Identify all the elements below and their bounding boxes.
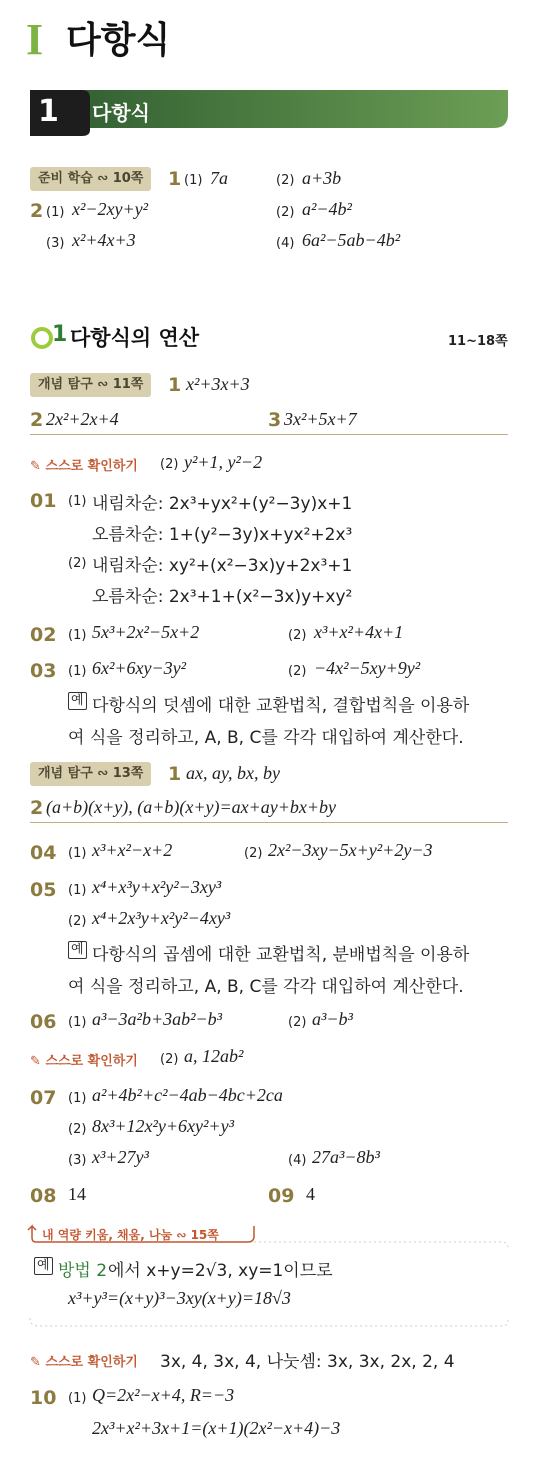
problem-10-1-label: (1) — [68, 1391, 87, 1406]
prep-q2-3: x²+4x+3 — [72, 230, 136, 250]
problem-01-line3: 내림차순: xy²+(x²−3x)y+2x³+1 — [92, 556, 353, 576]
problem-07-1-label: (1) — [68, 1091, 87, 1106]
problem-03-1: 6x²+6xy−3y² — [92, 658, 187, 678]
explore1-a1-number: 1 — [168, 374, 182, 396]
problem-07-2: 8x³+12x²y+6xy²+y³ — [92, 1116, 234, 1136]
prep-q1-2-label: (2) — [276, 173, 295, 188]
example-mark: 예 — [68, 941, 87, 959]
self-check-1 — [30, 455, 138, 474]
problem-05-number: 05 — [30, 879, 57, 901]
explore1-a2-number: 2 — [30, 409, 44, 431]
problem-01-line4: 오름차순: 2x³+1+(x²−3x)y+xy² — [92, 587, 353, 607]
self-check-1-answer: y²+1, y²−2 — [184, 452, 263, 472]
problem-10-1: Q=2x²−x+4, R=−3 — [92, 1385, 235, 1405]
problem-02-2: x³+x²+4x+1 — [314, 622, 404, 642]
problem-07-1: a²+4b²+c²−4ab−4bc+2ca — [92, 1085, 283, 1105]
problem-07-3-label: (3) — [68, 1153, 87, 1168]
problem-07-3: x³+27y³ — [92, 1147, 149, 1167]
pencil-check-icon: ✎ — [30, 1355, 41, 1370]
self-check-3-answer: 3x, 4, 3x, 4, 나눗셈: 3x, 3x, 2x, 2, 4 — [160, 1352, 455, 1372]
pencil-check-icon: ✎ — [30, 1054, 41, 1069]
self-check-label: 스스로 확인하기 — [45, 1355, 138, 1370]
explore1-a1: x²+3x+3 — [186, 374, 250, 394]
problem-03-2: −4x²−5xy+9y² — [314, 658, 421, 678]
problem-01-line1: 내림차순: 2x³+yx²+(y²−3y)x+1 — [92, 494, 353, 514]
prep-q2-2: a²−4b² — [302, 199, 352, 219]
capacity-line1: 에서 x+y=2√3, xy=1이므로 — [108, 1261, 333, 1281]
prep-q2-4: 6a²−5ab−4b² — [302, 230, 401, 250]
problem-01-number: 01 — [30, 490, 57, 512]
problem-08-number: 08 — [30, 1185, 57, 1207]
prep-q2-1-label: (1) — [46, 205, 65, 220]
subsection-title: 다항식의 연산 — [70, 326, 200, 350]
explore2-a1-number: 1 — [168, 763, 182, 785]
problem-07-2-label: (2) — [68, 1122, 87, 1137]
prep-q1-1-label: (1) — [184, 173, 203, 188]
problem-10-number: 10 — [30, 1387, 57, 1409]
problem-07-number: 07 — [30, 1087, 57, 1109]
problem-07-4: 27a³−8b³ — [312, 1147, 380, 1167]
problem-02-1: 5x³+2x²−5x+2 — [92, 622, 200, 642]
problem-06-2-label: (2) — [288, 1015, 307, 1030]
problem-05-2-label: (2) — [68, 914, 87, 929]
problem-06-number: 06 — [30, 1011, 57, 1033]
explore2-a2: (a+b)(x+y), (a+b)(x+y)=ax+ay+bx+by — [46, 797, 337, 817]
problem-03-2-label: (2) — [288, 664, 307, 679]
explore1-badge: 개념 탐구 ∾ 11쪽 — [30, 373, 151, 397]
chapter-title: 다항식 — [66, 20, 171, 61]
problem-02-number: 02 — [30, 624, 57, 646]
prep-q1-2: a+3b — [302, 168, 342, 188]
divider — [30, 434, 508, 435]
explore2-a2-number: 2 — [30, 797, 44, 819]
section-number: 1 — [38, 94, 59, 129]
prep-q1-number: 1 — [168, 168, 182, 190]
explore1-a3-number: 3 — [268, 409, 282, 431]
explore1-a3: 3x²+5x+7 — [284, 409, 357, 429]
prep-q2-4-label: (4) — [276, 236, 295, 251]
explore1-a2: 2x²+2x+4 — [46, 409, 119, 429]
problem-09-number: 09 — [268, 1185, 295, 1207]
prep-q2-3-label: (3) — [46, 236, 65, 251]
problem-04-1: x³+x²−x+2 — [92, 840, 173, 860]
problem-02-1-label: (1) — [68, 628, 87, 643]
self-check-2 — [30, 1050, 138, 1069]
problem-01-2-label: (2) — [68, 556, 87, 571]
self-check-2-label: (2) — [160, 1052, 179, 1067]
problem-03-explain-1: 다항식의 덧셈에 대한 교환법칙, 결합법칙을 이용하 — [92, 696, 470, 716]
problem-05-2: x⁴+2x³y+x²y²−4xy³ — [92, 908, 231, 928]
problem-04-2-label: (2) — [244, 846, 263, 861]
problem-05-explain-1: 다항식의 곱셈에 대한 교환법칙, 분배법칙을 이용하 — [92, 945, 470, 965]
problem-08-answer: 14 — [68, 1184, 86, 1204]
capacity-line2: x³+y³=(x+y)³−3xy(x+y)=18√3 — [68, 1288, 291, 1308]
section-title: 다항식 — [92, 101, 150, 125]
problem-01-1-label: (1) — [68, 494, 87, 509]
self-check-label: 스스로 확인하기 — [45, 459, 138, 474]
prep-badge: 준비 학습 ∾ 10쪽 — [30, 167, 151, 191]
subsection-marker: 1 — [52, 322, 68, 347]
divider — [30, 822, 508, 823]
problem-09-answer: 4 — [306, 1184, 315, 1204]
problem-04-1-label: (1) — [68, 846, 87, 861]
problem-04-number: 04 — [30, 842, 57, 864]
prep-q1-1: 7a — [210, 168, 228, 188]
self-check-1-label: (2) — [160, 457, 179, 472]
example-mark: 예 — [68, 692, 87, 710]
problem-10-2: 2x³+x²+3x+1=(x+1)(2x²−x+4)−3 — [92, 1418, 341, 1438]
chapter-numeral: I — [26, 15, 44, 64]
explore2-badge: 개념 탐구 ∾ 13쪽 — [30, 762, 151, 786]
self-check-2-answer: a, 12ab² — [184, 1046, 244, 1066]
problem-05-1: x⁴+x³y+x²y²−3xy³ — [92, 877, 222, 897]
problem-05-explain-2: 여 식을 정리하고, A, B, C를 각각 대입하여 계산한다. — [68, 977, 464, 997]
pencil-check-icon: ✎ — [30, 459, 41, 474]
problem-04-2: 2x²−3xy−5x+y²+2y−3 — [268, 840, 433, 860]
capacity-tab: 내 역량 키움, 채움, 나눔 ∾ 15쪽 — [42, 1228, 219, 1242]
self-check-label: 스스로 확인하기 — [45, 1054, 138, 1069]
problem-07-4-label: (4) — [288, 1153, 307, 1168]
problem-03-number: 03 — [30, 660, 57, 682]
problem-06-1-label: (1) — [68, 1015, 87, 1030]
problem-01-line2: 오름차순: 1+(y²−3y)x+yx²+2x³ — [92, 525, 353, 545]
problem-06-1: a³−3a²b+3ab²−b³ — [92, 1009, 223, 1029]
problem-05-1-label: (1) — [68, 883, 87, 898]
problem-03-1-label: (1) — [68, 664, 87, 679]
self-check-3 — [30, 1351, 138, 1370]
problem-06-2: a³−b³ — [312, 1009, 353, 1029]
problem-03-explain-2: 여 식을 정리하고, A, B, C를 각각 대입하여 계산한다. — [68, 728, 464, 748]
prep-q2-1: x²−2xy+y² — [72, 199, 149, 219]
explore2-a1: ax, ay, bx, by — [186, 763, 280, 783]
subsection-pages: 11~18쪽 — [448, 334, 508, 349]
example-mark: 예 — [34, 1257, 53, 1275]
prep-q2-number: 2 — [30, 200, 44, 222]
capacity-method: 방법 2 — [58, 1261, 108, 1281]
prep-q2-2-label: (2) — [276, 205, 295, 220]
problem-02-2-label: (2) — [288, 628, 307, 643]
